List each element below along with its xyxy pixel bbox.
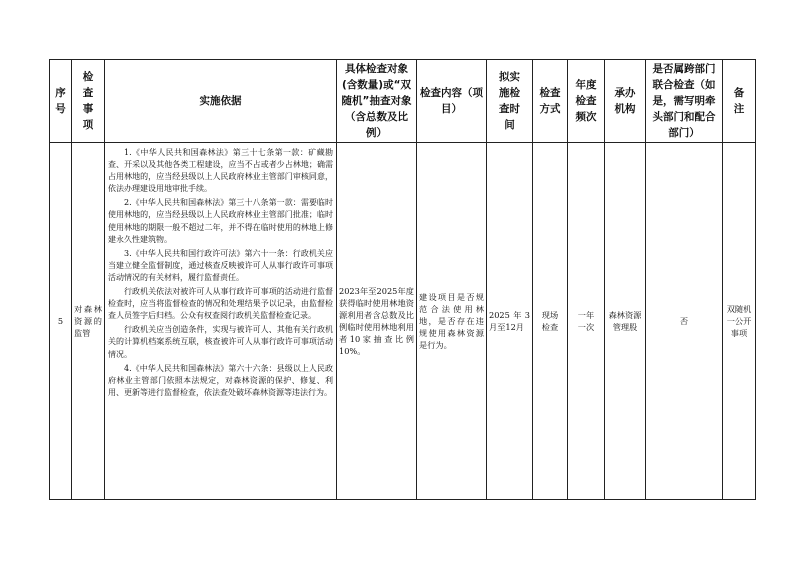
basis-paragraph: 3.《中华人民共和国行政许可法》第六十一条：行政机关应当建立健全监督制度，通过核查反映被许可人从事行政许可事项活动情况的有关材料，履行监督责任。: [108, 248, 333, 282]
header-method: 检查方式: [533, 60, 568, 143]
header-object: 具体检查对象(含数量)或“双随机”抽查对象（含总数及比例）: [337, 60, 417, 143]
header-seq: 序号: [50, 60, 72, 143]
basis-paragraph: 2.《中华人民共和国森林法》第三十八条第一款：需要临时使用林地的，应当经县级以上人民政府林业主管部门批准；临时使用林地的期限一般不超过二年，并不得在临时使用的林地上修建永久性建筑物。: [108, 198, 333, 244]
cell-agency: 森林资源管理股: [605, 143, 646, 500]
basis-paragraph: 行政机关应当创造条件，实现与被许可人、其他有关行政机关的计算机档案系统互联，核查被许可人从事行政许可事项活动情况。: [108, 325, 333, 359]
header-planned-time: 拟实施检查时间: [487, 60, 533, 143]
header-basis: 实施依据: [105, 60, 337, 143]
cell-object: 2023年至2025年度获得临时使用林地资源利用者含总数及比例临时使用林地利用者10家抽查比例10%。: [337, 143, 417, 500]
cell-basis: [105, 143, 337, 500]
table-row: [50, 143, 756, 500]
header-agency: 承办机构: [605, 60, 646, 143]
basis-paragraph: 1.《中华人民共和国森林法》第三十七条第一款：矿藏勘查、开采以及其他各类工程建设，应当不占或者少占林地；确需占用林地的，应当经县级以上人民政府林业主管部门审核同意，依法办理建设用地审批手续。: [108, 148, 333, 194]
header-remark: 备注: [723, 60, 756, 143]
header-joint: 是否属跨部门联合检查（如是，需写明牵头部门和配合部门）: [646, 60, 723, 143]
cell-method: 现场检查: [533, 143, 568, 500]
cell-joint: 否: [646, 143, 723, 500]
basis-paragraph: 行政机关依法对被许可人从事行政许可事项的活动进行监督检查时，应当将监督检查的情况和处理结果予以记录，由监督检查人员签字后归档。公众有权查阅行政机关监督检查记录。: [108, 287, 333, 321]
cell-item: 对森林资源的监管: [72, 143, 105, 500]
header-content: 检查内容（项目）: [417, 60, 487, 143]
cell-planned-time: 2025年3月至12月: [487, 143, 533, 500]
cell-content: 建设项目是否规范合法使用林地，是否存在违规使用森林资源是行为。: [417, 143, 487, 500]
header-frequency: 年度检查频次: [568, 60, 605, 143]
basis-paragraph: 4.《中华人民共和国森林法》第六十六条：县级以上人民政府林业主管部门依照本法规定，对森林资源的保护、修复、利用、更新等进行监督检查，依法查处破坏森林资源等违法行为。: [108, 363, 333, 397]
cell-frequency: 一年一次: [568, 143, 605, 500]
cell-remark: 双随机一公开事项: [723, 143, 756, 500]
inspection-plan-table: [49, 59, 756, 500]
cell-seq: 5: [50, 143, 72, 500]
header-row: [50, 60, 756, 143]
header-item: 检查事项: [72, 60, 105, 143]
